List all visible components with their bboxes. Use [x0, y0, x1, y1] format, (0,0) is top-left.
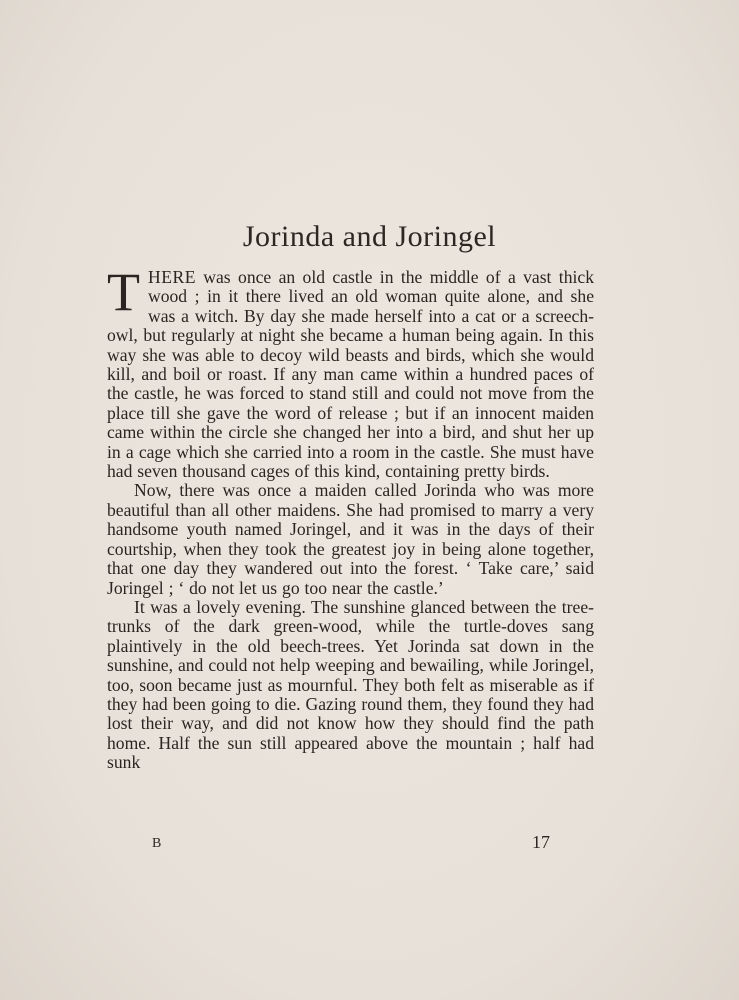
paragraph-1-text: was once an old castle in the middle of a vast thick wood ; in it there lived an old woman quite alone, and she was a witch. By day she made herself into a cat or a screech-owl, but regularly at night she became a human being again. In this way she was able to decoy wild beasts and birds, which she would kill, and boil or roast. If any man came within a hundred paces of the castle, he was forced to stand still and could not move from the place till she gave the word of release ; but if an innocent maiden came within the circle she changed her into a bird, and shut her up in a cage which she carried into a room in the castle. She must have had seven thousand cages of this kind, containing pretty birds. [107, 267, 594, 482]
paragraph-3: It was a lovely evening. The sunshine glanced between the tree-trunks of the dark green-wood, while the turtle-doves sang plaintively in the old beech-trees. Yet Jorinda sat down in the sunshine, and could not help weeping and bewailing, while Joringel, too, soon became just as mournful. They both felt as miserable as if they had been going to die. Gazing round them, they found they had lost their way, and did not know how they should find the path home. Half the sun still appeared above the mountain ; half had sunk [107, 596, 594, 773]
story-title: Jorinda and Joringel [242, 220, 497, 253]
paragraph-2: Now, there was once a maiden called Jorinda who was more beautiful than all other maidens. She had promised to marry a very handsome youth named Joringel, and it was in the days of their courtship, when they took the greatest joy in being alone together, that one day they wandered out into the forest. ‘ Take care,’ said Joringel ; ‘ do not let us go too near the castle.’ [107, 480, 594, 598]
body-text [107, 262, 594, 773]
opening-word: HERE [148, 267, 196, 287]
drop-cap: T [107, 262, 140, 322]
page-number: 17 [532, 832, 550, 852]
paragraph-1 [107, 262, 594, 482]
signature-mark: B [152, 836, 162, 851]
